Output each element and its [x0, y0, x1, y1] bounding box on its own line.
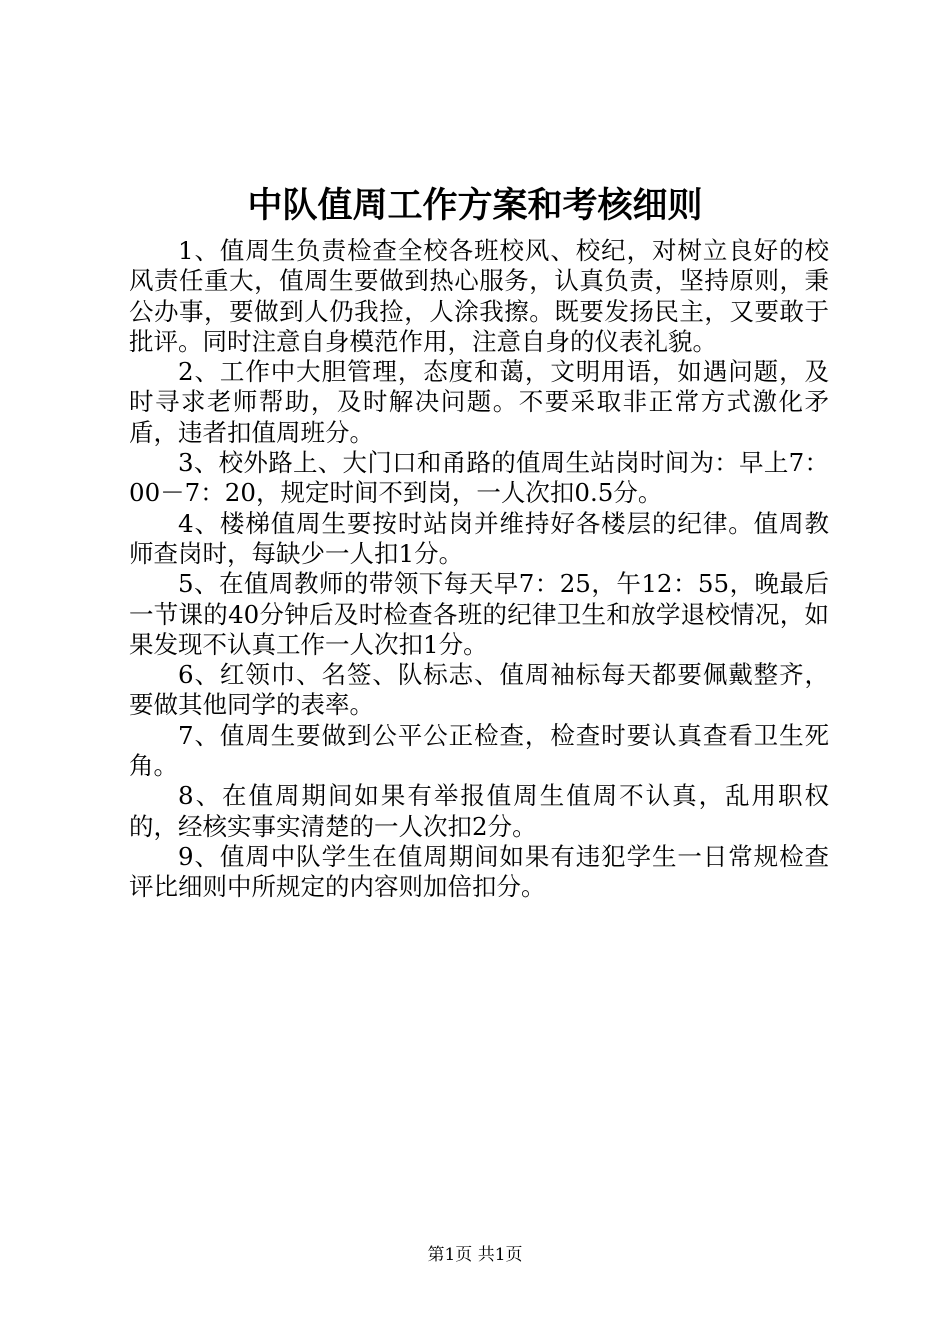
rule-paragraph-7: 7、值周生要做到公平公正检查，检查时要认真查看卫生死角。	[129, 720, 829, 781]
rule-paragraph-4: 4、楼梯值周生要按时站岗并维持好各楼层的纪律。值周教师查岗时，每缺少一人扣1分。	[129, 508, 829, 568]
page-number-footer: 第1页 共1页	[427, 1245, 523, 1265]
rule-paragraph-5: 5、在值周教师的带领下每天早7：25，午12：55，晚最后一节课的40分钟后及时检查各班的纪律卫生和放学退校情况，如果发现不认真工作一人次扣1分。	[129, 569, 829, 659]
rule-paragraph-9: 9、值周中队学生在值周期间如果有违犯学生一日常规检查评比细则中所规定的内容则加倍扣分。	[129, 841, 829, 902]
rule-paragraph-6: 6、红领巾、名签、队标志、值周袖标每天都要佩戴整齐，要做其他同学的表率。	[129, 660, 829, 720]
document-body	[129, 236, 829, 903]
rule-paragraph-2: 2、工作中大胆管理，态度和蔼，文明用语，如遇问题，及时寻求老师帮助，及时解决问题。不要采取非正常方式激化矛盾，违者扣值周班分。	[129, 357, 829, 447]
document-title: 中队值周工作方案和考核细则	[247, 186, 703, 226]
rule-paragraph-1: 1、值周生负责检查全校各班校风、校纪，对树立良好的校风责任重大，值周生要做到热心服务，认真负责，坚持原则，秉公办事，要做到人仍我捡，人涂我擦。既要发扬民主，又要敢于批评。同时注意自身模范作用，注意自身的仪表礼貌。	[129, 236, 829, 356]
rule-paragraph-8: 8、在值周期间如果有举报值周生值周不认真，乱用职权的，经核实事实清楚的一人次扣2分。	[129, 781, 829, 841]
rule-paragraph-3: 3、校外路上、大门口和甬路的值周生站岗时间为：早上7：00－7：20，规定时间不到岗，一人次扣0.5分。	[129, 448, 829, 508]
